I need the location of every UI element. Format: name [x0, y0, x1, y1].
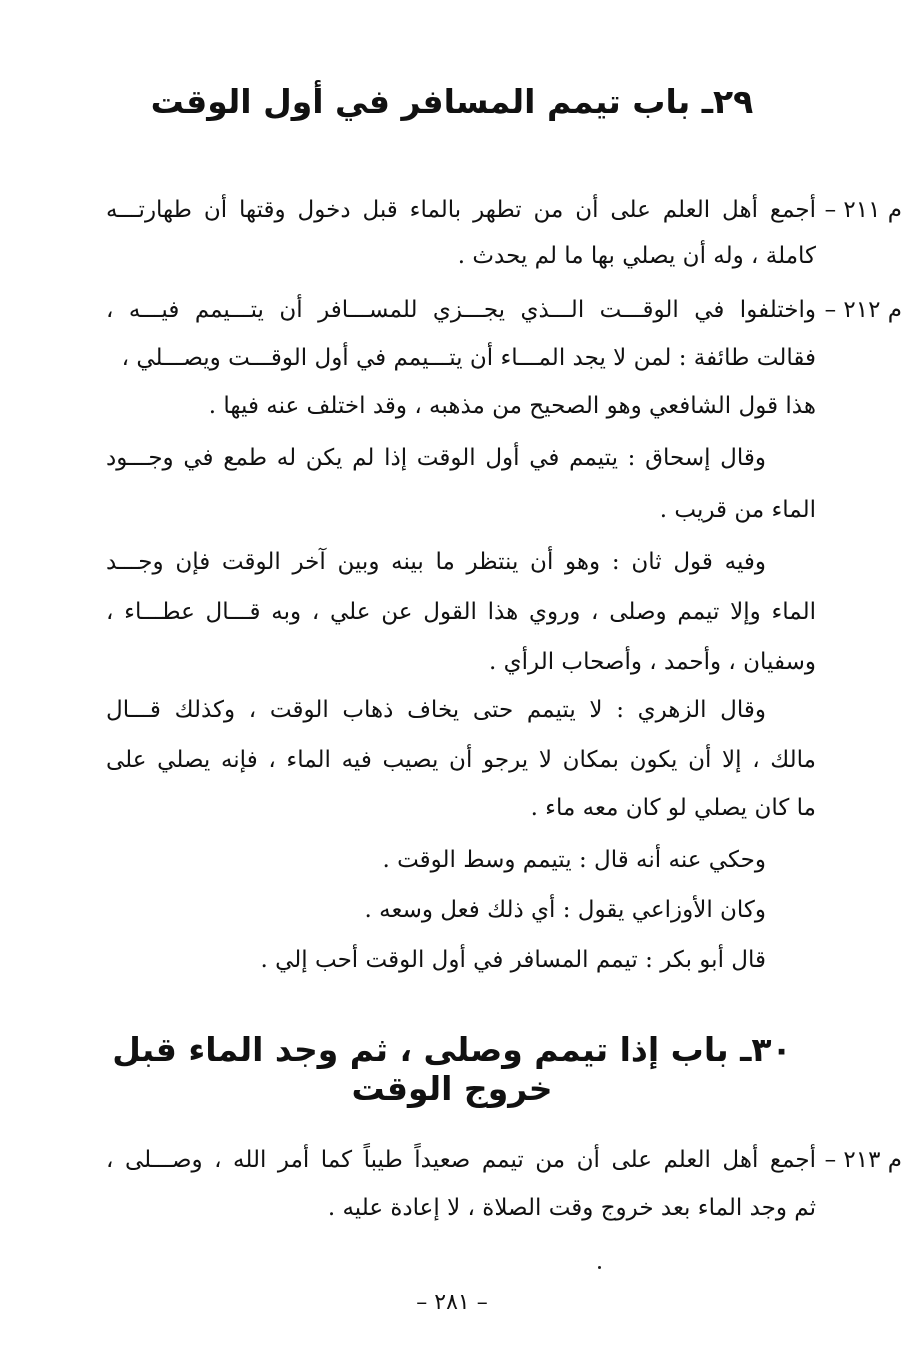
chapter-heading-29: ٢٩ـ باب تيمم المسافر في أول الوقت: [150, 82, 754, 121]
issue-number: م ٢١٢ –: [824, 297, 902, 323]
text-line: وكان الأوزاعي يقول : أي ذلك فعل وسعه .: [364, 897, 766, 923]
text-line: وسفيان ، وأحمد ، وأصحاب الرأي .: [489, 649, 816, 675]
issue-number: م ٢١١ –: [824, 197, 902, 223]
text-line: وقال إسحاق : يتيمم في أول الوقت إذا لم يكن له طمع في وجـــود: [106, 445, 766, 471]
text-line: واختلفوا في الوقـــت الـــذي يجـــزي للمســـافر أن يتـــيمم فيـــه ،: [106, 297, 816, 323]
page-number: – ٢٨١ –: [416, 1290, 488, 1315]
text-line: وحكي عنه أنه قال : يتيمم وسط الوقت .: [382, 847, 766, 873]
text-line: ثم وجد الماء بعد خروج وقت الصلاة ، لا إعادة عليه .: [327, 1195, 816, 1221]
text-line: مالك ، إلا أن يكون بمكان لا يرجو أن يصيب فيه الماء ، فإنه يصلي على: [106, 747, 816, 773]
text-line: الماء وإلا تيمم وصلى ، وروي هذا القول عن علي ، وبه قـــال عطـــاء ،: [106, 599, 816, 625]
text-line: هذا قول الشافعي وهو الصحيح من مذهبه ، وقد اختلف عنه فيها .: [208, 393, 816, 419]
text-line: أجمع أهل العلم على أن من تيمم صعيداً طيباً كما أمر الله ، وصـــلى ،: [106, 1147, 816, 1173]
text-line: وقال الزهري : لا يتيمم حتى يخاف ذهاب الوقت ، وكذلك قـــال: [106, 697, 766, 723]
text-line: فقالت طائفة : لمن لا يجد المـــاء أن يتـــيمم في أول الوقـــت ويصـــلي ،: [121, 345, 816, 371]
text-line: أجمع أهل العلم على أن من تطهر بالماء قبل دخول وقتها أن طهارتـــه: [106, 197, 816, 223]
text-line: ما كان يصلي لو كان معه ماء .: [530, 795, 816, 821]
chapter-heading-30: ٣٠ـ باب إذا تيمم وصلى ، ثم وجد الماء قبل خروج الوقت: [112, 1030, 792, 1108]
issue-number: م ٢١٣ –: [824, 1147, 902, 1173]
text-line: قال أبو بكر : تيمم المسافر في أول الوقت أحب إلي .: [260, 947, 766, 973]
text-line: كاملة ، وله أن يصلي بها ما لم يحدث .: [457, 243, 816, 269]
text-line: وفيه قول ثان : وهو أن ينتظر ما بينه وبين آخر الوقت فإن وجـــد: [106, 549, 766, 575]
text-line: الماء من قريب .: [659, 497, 816, 523]
ink-dot: [598, 1266, 601, 1269]
